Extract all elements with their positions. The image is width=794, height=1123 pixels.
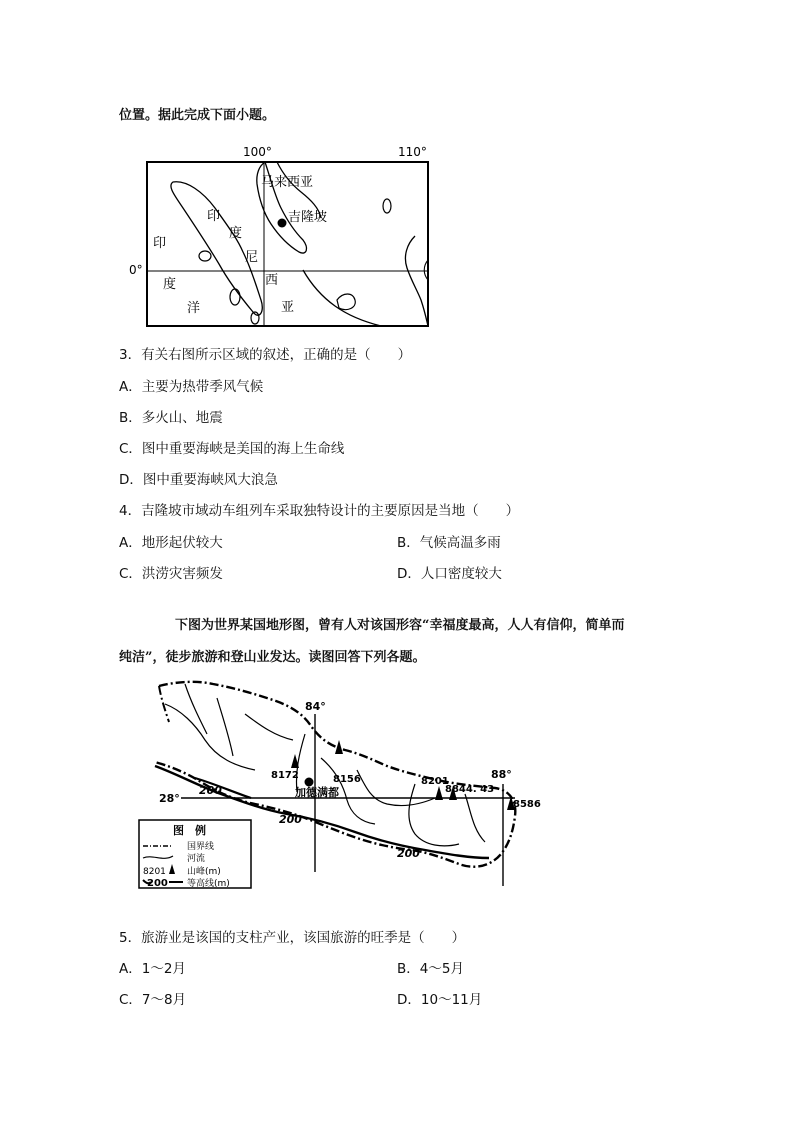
place-label: 印	[153, 236, 167, 251]
question-4-option-c[interactable]: C．洪涝灾害频发	[119, 566, 223, 582]
kuala-lumpur-dot	[278, 219, 287, 228]
island	[383, 199, 391, 213]
contour-label: 200	[199, 784, 222, 797]
peak-label: 8172	[271, 770, 299, 781]
contour-label: 200	[279, 813, 302, 826]
place-label: 尼	[245, 250, 259, 265]
peak-icon	[435, 786, 443, 800]
island	[199, 251, 211, 261]
island	[337, 294, 355, 310]
river	[245, 714, 293, 740]
question-4-stem: 4．吉隆坡市域动车组列车采取独特设计的主要原因是当地（ ）	[119, 503, 520, 519]
question-4-option-d[interactable]: D．人口密度较大	[397, 566, 502, 582]
question-5-option-c[interactable]: C．7～8月	[119, 992, 187, 1008]
peak-label: 8586	[513, 799, 541, 810]
question-3-option-a[interactable]: A．主要为热带季风气候	[119, 379, 264, 395]
legend-label: 等高线(m)	[187, 879, 230, 889]
question-5-stem: 5．旅游业是该国的支柱产业，该国旅游的旺季是（ ）	[119, 930, 466, 946]
peak-icon	[335, 740, 343, 754]
lon-label-100: 100°	[243, 145, 272, 159]
legend-title: 图 例	[173, 824, 206, 837]
national-border-north	[159, 686, 169, 722]
question-3-option-d[interactable]: D．图中重要海峡风大浪急	[119, 472, 278, 488]
capital-label: 加德满都	[295, 786, 339, 799]
sumatra-coastline	[171, 182, 262, 315]
section2-intro-line2: 纯洁”，徒步旅游和登山业发达。读图回答下列各题。	[119, 650, 426, 665]
river	[165, 704, 255, 770]
river	[296, 734, 305, 792]
question-3-option-b[interactable]: B．多火山、地震	[119, 410, 223, 426]
place-label: 亚	[281, 300, 295, 315]
place-label: 度	[163, 277, 177, 292]
borneo-coastline	[405, 236, 428, 326]
place-label: 马来西亚	[261, 175, 314, 190]
lon-label-88: 88°	[491, 768, 512, 781]
question-3-stem: 3．有关右图所示区域的叙述，正确的是（ ）	[119, 347, 412, 363]
peak-label: 8201	[421, 776, 449, 787]
place-label: 洋	[187, 301, 201, 316]
river	[465, 794, 485, 842]
question-3-option-c[interactable]: C．图中重要海峡是美国的海上生命线	[119, 441, 345, 457]
question-5-option-a[interactable]: A．1～2月	[119, 961, 186, 977]
peak-label: 8156	[333, 774, 361, 785]
legend-label: 国界线	[187, 842, 215, 852]
nepal-topographic-map	[125, 674, 545, 889]
peak-label: 8844. 43	[445, 784, 495, 795]
malaysia-indonesia-map	[125, 140, 435, 335]
lat-label-0: 0°	[129, 263, 143, 277]
java-coastline	[303, 270, 381, 326]
contour-label: 200	[397, 847, 420, 860]
question-4-option-a[interactable]: A．地形起伏较大	[119, 535, 223, 551]
legend-contour-example: 200	[147, 878, 168, 889]
place-label: 西	[265, 273, 279, 288]
place-label: 度	[229, 226, 243, 241]
legend-label: 河流	[187, 854, 206, 864]
lat-label-28: 28°	[159, 792, 180, 805]
question-5-option-b[interactable]: B．4～5月	[397, 961, 464, 977]
question-4-option-b[interactable]: B．气候高温多雨	[397, 535, 501, 551]
river	[217, 698, 233, 756]
lon-label-110: 110°	[398, 145, 427, 159]
legend-peak-example: 8201	[143, 867, 166, 877]
legend-label: 山峰(m)	[187, 867, 221, 877]
place-label: 吉隆坡	[288, 210, 328, 225]
question-5-option-d[interactable]: D．10～11月	[397, 992, 483, 1008]
lon-label-84: 84°	[305, 700, 326, 713]
section1-intro: 位置。据此完成下面小题。	[119, 108, 276, 123]
place-label: 印	[207, 209, 221, 224]
island	[230, 289, 240, 305]
section2-intro-line1: 下图为世界某国地形图，曾有人对该国形容“幸福度最高，人人有信仰，简单而	[175, 618, 625, 633]
